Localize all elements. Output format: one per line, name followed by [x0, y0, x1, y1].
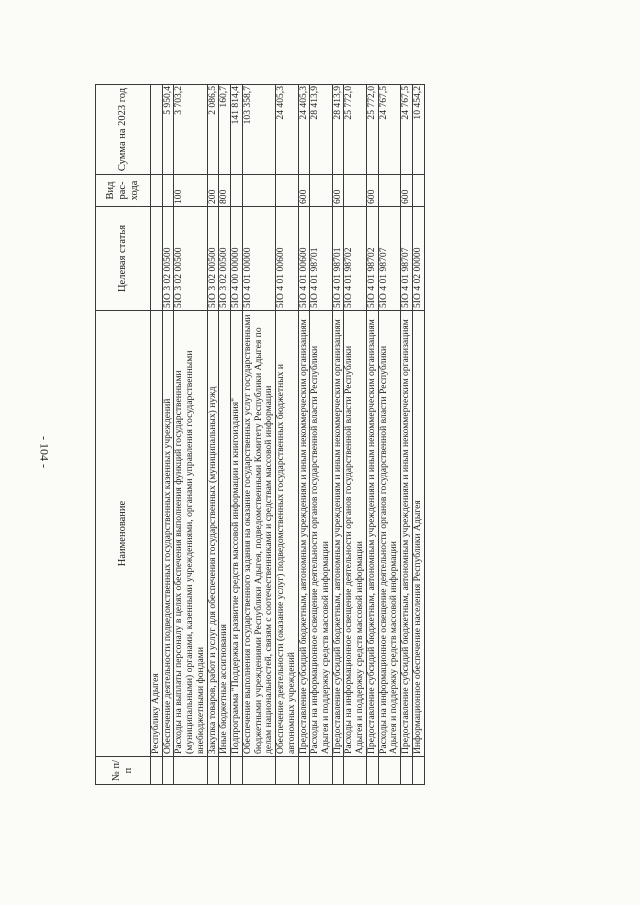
- table-row: [162, 85, 174, 785]
- cell-vid: 800: [219, 175, 231, 207]
- cell-vid: [242, 175, 275, 207]
- cell-name: Предоставление субсидий бюджетным, автономным учреждениям и иным некоммерческим организациям: [298, 311, 310, 757]
- cell-num: [242, 757, 275, 785]
- table-row: [219, 85, 231, 785]
- cell-vid: [276, 175, 298, 207]
- table-row: [401, 85, 413, 785]
- table-row: [366, 85, 378, 785]
- cell-code: 5IO 3 02 00500: [174, 207, 207, 311]
- cell-num: [231, 757, 243, 785]
- cell-sum: 24 767,5: [401, 85, 413, 175]
- cell-code: 5IO 3 02 00500: [207, 207, 219, 311]
- table-row: [310, 85, 332, 785]
- table-row: [412, 85, 424, 785]
- cell-sum: 5 950,4: [162, 85, 174, 175]
- cell-sum: 2 086,5: [207, 85, 219, 175]
- cell-num: [276, 757, 298, 785]
- cell-code: 5IO 4 01 98701: [332, 207, 344, 311]
- cell-code: 5IO 4 01 98707: [401, 207, 413, 311]
- table-row: [207, 85, 219, 785]
- cell-code: 5IO 3 02 00500: [162, 207, 174, 311]
- cell-sum: 10 454,2: [412, 85, 424, 175]
- cell-num: [366, 757, 378, 785]
- table-container: [95, 85, 575, 785]
- cell-sum: 141 814,4: [231, 85, 243, 175]
- cell-name: Подпрограмма "Поддержка и развитие средств массовой информации и книгоиздания": [231, 311, 243, 757]
- cell-vid: 600: [366, 175, 378, 207]
- cell-num: [378, 757, 400, 785]
- cell-num: [207, 757, 219, 785]
- cell-code: 5IO 4 01 98707: [378, 207, 400, 311]
- cell-name: Расходы на информационное освещение деятельности органов государственной власти Республики Адыгея и поддержку средств массовой информации: [310, 311, 332, 757]
- cell-sum: [151, 85, 163, 175]
- cell-code: 5IO 4 01 98702: [344, 207, 366, 311]
- cell-name: Расходы на информационное освещение деятельности органов государственной власти Республики Адыгея и поддержку средств массовой информации: [378, 311, 400, 757]
- cell-code: 5IO 3 02 00500: [219, 207, 231, 311]
- cell-name: Иные бюджетные ассигнования: [219, 311, 231, 757]
- cell-code: 5IO 4 01 00600: [298, 207, 310, 311]
- table-row: [151, 85, 163, 785]
- cell-vid: [412, 175, 424, 207]
- header-vid: Вид рас- хода: [96, 175, 151, 207]
- cell-code: 5IO 4 01 98701: [310, 207, 332, 311]
- cell-code: 5IO 4 01 00000: [242, 207, 275, 311]
- cell-sum: 25 772,0: [344, 85, 366, 175]
- cell-code: 5IO 4 01 98702: [366, 207, 378, 311]
- cell-name: Предоставление субсидий бюджетным, автономным учреждениям и иным некоммерческим организациям: [401, 311, 413, 757]
- cell-vid: 100: [174, 175, 207, 207]
- header-name: Наименование: [96, 311, 151, 757]
- cell-vid: [344, 175, 366, 207]
- cell-sum: 24 405,3: [298, 85, 310, 175]
- cell-name: Республику Адыгея: [151, 311, 163, 757]
- header-sum: Сумма на 2023 год: [96, 85, 151, 175]
- table-row: [332, 85, 344, 785]
- cell-sum: 103 358,7: [242, 85, 275, 175]
- cell-code: 5IO 4 00 00000: [231, 207, 243, 311]
- header-row: [96, 85, 151, 785]
- cell-name: Расходы на информационное освещение деятельности органов государственной власти Республики Адыгея и поддержку средств массовой информации: [344, 311, 366, 757]
- cell-vid: [162, 175, 174, 207]
- cell-num: [298, 757, 310, 785]
- cell-vid: 600: [298, 175, 310, 207]
- cell-vid: [231, 175, 243, 207]
- cell-num: [332, 757, 344, 785]
- page-number: - 104 -: [37, 436, 52, 468]
- cell-num: [162, 757, 174, 785]
- cell-num: [151, 757, 163, 785]
- cell-num: [174, 757, 207, 785]
- cell-name: Информационное обеспечение населения Республики Адыгея: [412, 311, 424, 757]
- cell-code: 5IO 4 01 00600: [276, 207, 298, 311]
- cell-vid: 600: [332, 175, 344, 207]
- cell-num: [401, 757, 413, 785]
- table-row: [231, 85, 243, 785]
- cell-vid: [151, 175, 163, 207]
- cell-num: [219, 757, 231, 785]
- cell-sum: 24 405,3: [276, 85, 298, 175]
- cell-code: [151, 207, 163, 311]
- budget-table: [95, 84, 425, 785]
- cell-vid: 200: [207, 175, 219, 207]
- cell-name: Предоставление субсидий бюджетным, автономным учреждениям и иным некоммерческим организациям: [332, 311, 344, 757]
- table-row: [242, 85, 275, 785]
- cell-sum: 25 772,0: [366, 85, 378, 175]
- cell-num: [412, 757, 424, 785]
- cell-name: Расходы на выплаты персоналу в целях обеспечения выполнения функций государственными (муниципальными) органами, казенными учреждениями, органами управления государственными внебюджетными фондами: [174, 311, 207, 757]
- cell-vid: 600: [401, 175, 413, 207]
- table-row: [344, 85, 366, 785]
- cell-vid: [310, 175, 332, 207]
- cell-name: Обеспечение выполнения государственного задания на оказание государственных услуг государственными бюджетными учреждениями Республики Адыгея, подведомственными Комитету Республики Адыгея по делам национальностей, связям с соотечественниками и средствам массовой информации: [242, 311, 275, 757]
- table-row: [298, 85, 310, 785]
- table-body: [151, 85, 425, 785]
- table-row: [174, 85, 207, 785]
- cell-sum: 24 767,5: [378, 85, 400, 175]
- table-row: [276, 85, 298, 785]
- table-row: [378, 85, 400, 785]
- cell-num: [310, 757, 332, 785]
- cell-sum: 160,7: [219, 85, 231, 175]
- cell-code: 5IO 4 02 00000: [412, 207, 424, 311]
- header-num: № п/п: [96, 757, 151, 785]
- cell-sum: 28 413,9: [332, 85, 344, 175]
- cell-name: Обеспечение деятельности подведомственных государственных казенных учреждений: [162, 311, 174, 757]
- cell-num: [344, 757, 366, 785]
- cell-name: Предоставление субсидий бюджетным, автономным учреждениям и иным некоммерческим организациям: [366, 311, 378, 757]
- cell-sum: 28 413,9: [310, 85, 332, 175]
- cell-name: Закупка товаров, работ и услуг для обеспечения государственных (муниципальных) нужд: [207, 311, 219, 757]
- cell-name: Обеспечение деятельности (оказание услуг) подведомственных государственных бюджетных и автономных учреждений: [276, 311, 298, 757]
- cell-vid: [378, 175, 400, 207]
- header-code: Целевая статья: [96, 207, 151, 311]
- cell-sum: 3 703,2: [174, 85, 207, 175]
